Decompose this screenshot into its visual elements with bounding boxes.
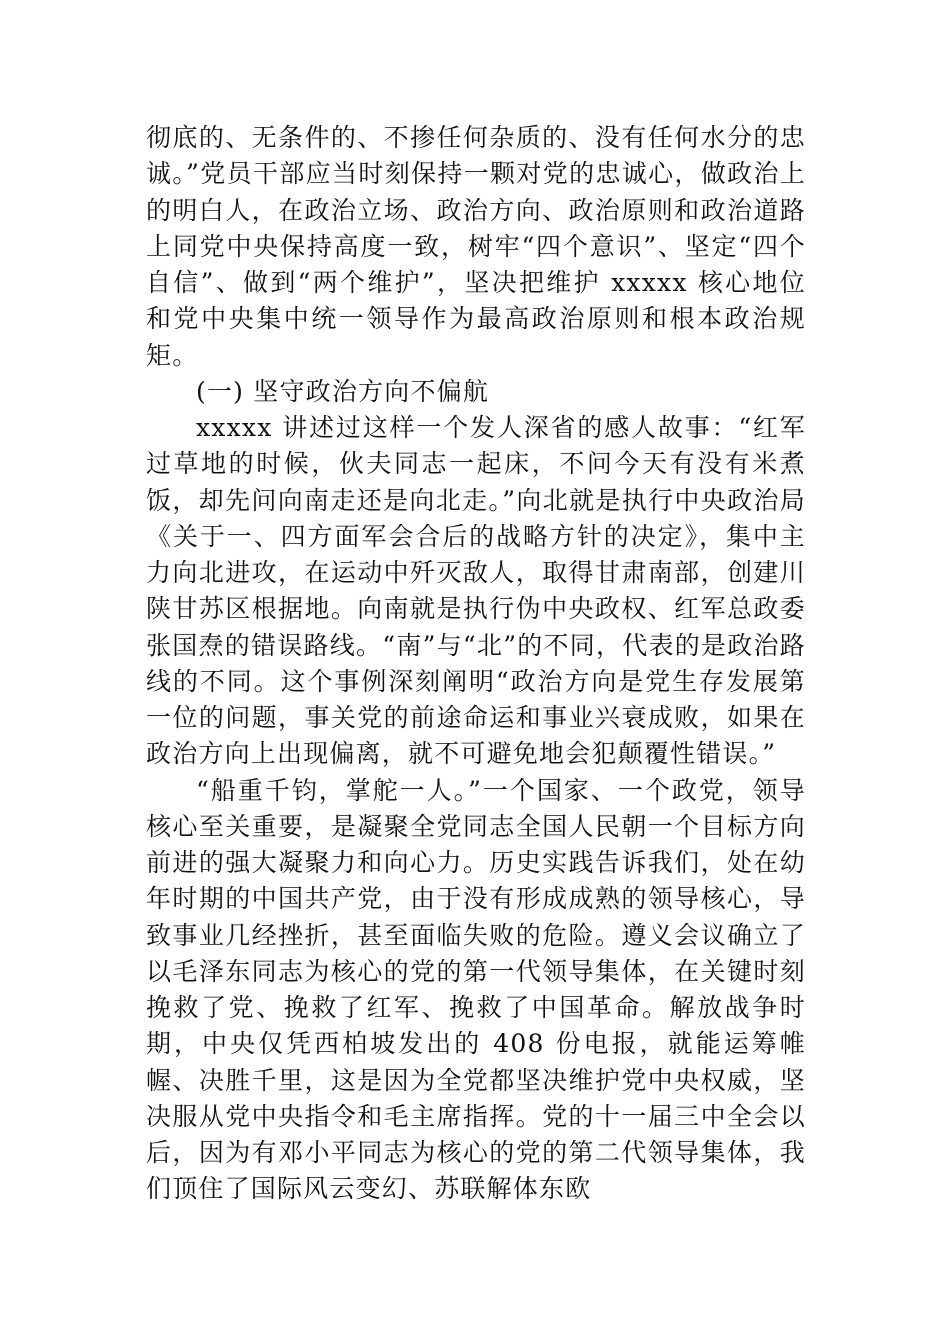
paragraph-loyalty-conclusion: 彻底的、无条件的、不掺任何杂质的、没有任何水分的忠诚。”党员干部应当时刻保持一颗对党的忠诚心，做政治上的明白人，在政治立场、政治方向、政治原则和政治道路上同党中央保持高度一致，树牢“四个意识”、坚定“四个自信”、做到“两个维护”，坚决把维护 xxxxx 核心地位和党中央集中统一领导作为最高政治原则和根本政治规矩。 [146,123,806,370]
document-body [146,120,806,1208]
paragraph-leadership-core: “船重千钧，掌舵一人。”一个国家、一个政党，领导核心至关重要，是凝聚全党同志全国人民朝一个目标方向前进的强大凝聚力和向心力。历史实践告诉我们，处在幼年时期的中国共产党，由于没有形成成熟的领导核心，导致事业几经挫折，甚至面临失败的危险。遵义会议确立了以毛泽东同志为核心的党的第一代领导集体，在关键时刻挽救了党、挽救了红军、挽救了中国革命。解放战争时期，中央仅凭西柏坡发出的 408 份电报，就能运筹帷幄、决胜千里，这是因为全党都坚决维护党中央权威，坚决服从党中央指令和毛主席指挥。党的十一届三中全会以后，因为有邓小平同志为核心的党的第二代领导集体，我们顶住了国际风云变幻、苏联解体东欧 [146,775,806,1204]
section-heading-political-direction: (一) 坚守政治方向不偏航 [196,376,490,406]
paragraph-red-army-story: xxxxx 讲述过这样一个发人深省的感人故事：“红军过草地的时候，伙夫同志一起床，不问今天有没有米煮饭，却先问向南走还是向北走。”向北就是执行中央政治局《关于一、四方面军会合后的战略方针的决定》，集中主力向北进攻，在运动中歼灭敌人，取得甘肃南部，创建川陕甘苏区根据地。向南就是执行伪中央政权、红军总政委张国焘的错误路线。“南”与“北”的不同，代表的是政治路线的不同。这个事例深刻阐明“政治方向是党生存发展第一位的问题，事关党的前途命运和事业兴衰成败，如果在政治方向上出现偏离，就不可避免地会犯颠覆性错误。” [146,413,806,769]
